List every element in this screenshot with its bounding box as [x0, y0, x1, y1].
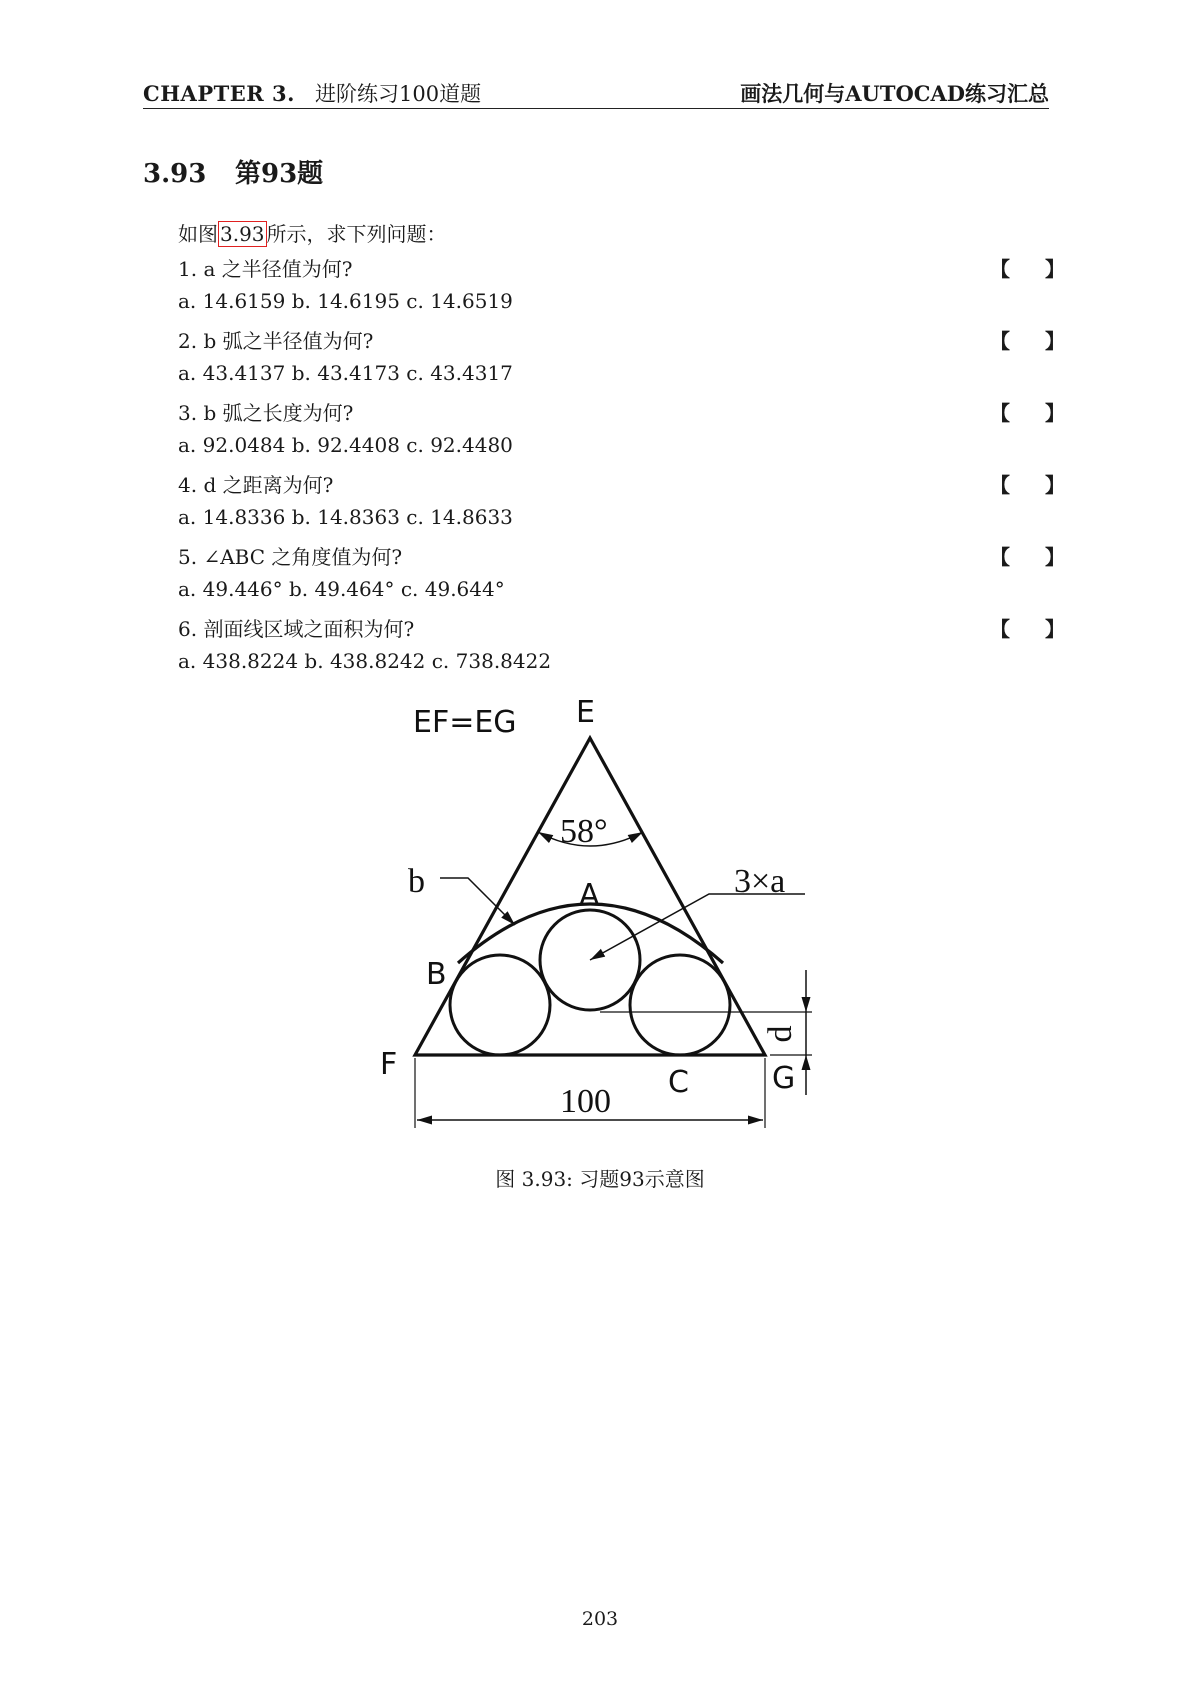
question-6: 6. 剖面线区域之面积为何? [178, 617, 415, 641]
answer-bracket-3: 【 】 [990, 401, 1079, 425]
base-length-label: 100 [560, 1083, 611, 1120]
section-title: 第93题 [235, 159, 324, 189]
figure-reference-link[interactable]: 3.93 [220, 222, 265, 246]
equation-label: EF=EG [413, 705, 517, 740]
options-6: a. 438.8224 b. 438.8242 c. 738.8422 [178, 649, 552, 673]
point-b-label: B [426, 957, 447, 992]
question-1: 1. a 之半径值为何? [178, 257, 353, 281]
chapter-title: 进阶练习100道题 [315, 82, 482, 106]
arc-b-leader [440, 878, 515, 925]
options-2: a. 43.4137 b. 43.4173 c. 43.4317 [178, 361, 513, 385]
figure-caption: 图 3.93: 习题93示意图 [495, 1167, 705, 1191]
circle-right [630, 955, 730, 1055]
section-number: 3.93 [143, 159, 207, 189]
answer-bracket-6: 【 】 [990, 617, 1079, 641]
intro-prefix: 如图 [178, 222, 218, 246]
circle-a-label: 3×a [734, 863, 786, 900]
question-2: 2. b 弧之半径值为何? [178, 329, 374, 353]
options-4: a. 14.8336 b. 14.8363 c. 14.8633 [178, 505, 513, 529]
d-label: d [762, 1025, 799, 1043]
point-g-label: G [772, 1061, 796, 1096]
answer-bracket-4: 【 】 [990, 473, 1079, 497]
answer-bracket-1: 【 】 [990, 257, 1079, 281]
angle-label: 58° [560, 813, 608, 850]
question-3: 3. b 弧之长度为何? [178, 401, 354, 425]
point-a-label: A [579, 878, 600, 913]
book-title: 画法几何与AUTOCAD练习汇总 [740, 81, 1049, 106]
arc-b-label: b [408, 863, 425, 900]
question-5: 5. ∠ABC 之角度值为何? [178, 545, 403, 569]
point-e-label: E [576, 695, 595, 730]
answer-bracket-2: 【 】 [990, 329, 1079, 353]
answer-bracket-5: 【 】 [990, 545, 1079, 569]
page-number: 203 [581, 1608, 619, 1630]
circle-a-leader [590, 894, 805, 960]
circle-left [450, 955, 550, 1055]
question-4: 4. d 之距离为何? [178, 473, 334, 497]
point-f-label: F [380, 1047, 398, 1082]
point-c-label: C [668, 1065, 689, 1100]
intro-suffix: 所示，求下列问题： [266, 222, 447, 246]
chapter-number: CHAPTER 3. [143, 81, 295, 106]
options-3: a. 92.0484 b. 92.4408 c. 92.4480 [178, 433, 513, 457]
options-1: a. 14.6159 b. 14.6195 c. 14.6519 [178, 289, 513, 313]
options-5: a. 49.446° b. 49.464° c. 49.644° [178, 577, 505, 601]
